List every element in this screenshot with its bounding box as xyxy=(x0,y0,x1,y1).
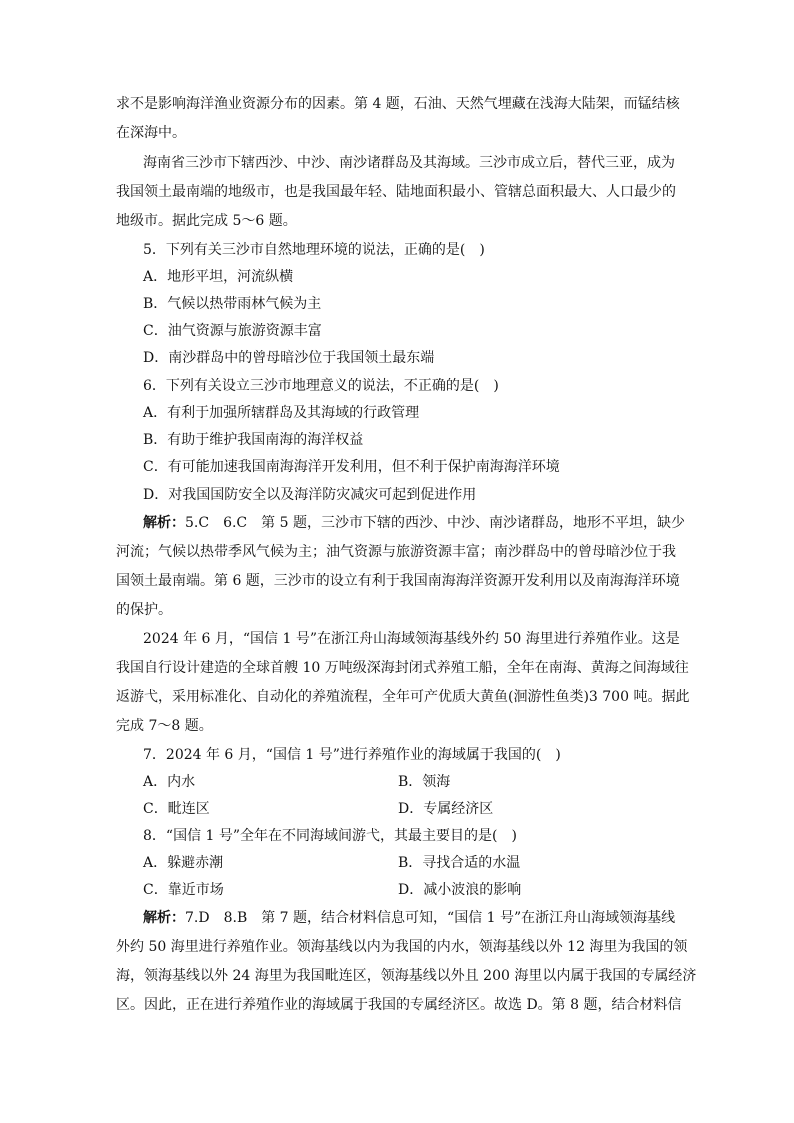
question-7-option-b: B．领海 xyxy=(398,774,451,790)
question-6-option-b: B．有助于维护我国南海的海洋权益 xyxy=(143,432,364,448)
question-8-stem: 8．“国信 1 号”全年在不同海域间游弋，其最主要目的是( ) xyxy=(143,828,517,844)
analysis-line: 的保护。 xyxy=(116,602,172,618)
question-7-option-c: C．毗连区 xyxy=(143,801,210,817)
question-5-option-b: B．气候以热带雨林气候为主 xyxy=(143,296,322,312)
analysis-line: 国领土最南端。第 6 题，三沙市的设立有利于我国南海海洋资源开发利用以及南海海洋环境 xyxy=(116,573,680,589)
analysis-text: 7.D 8.B 第 7 题，结合材料信息可知，“国信 1 号”在浙江舟山海域领海基线 xyxy=(185,910,676,926)
question-8-option-a: A．躲避赤潮 xyxy=(143,855,224,871)
analysis-line: 外约 50 海里进行养殖作业。领海基线以内为我国的内水，领海基线以外 12 海里为我国的领 xyxy=(116,939,688,955)
analysis-text: 5.C 6.C 第 5 题，三沙市下辖的西沙、中沙、南沙诸群岛，地形不平坦，缺少 xyxy=(185,515,685,531)
question-6-stem: 6．下列有关设立三沙市地理意义的说法，不正确的是( ) xyxy=(143,378,499,394)
question-5-option-a: A．地形平坦，河流纵横 xyxy=(143,269,294,285)
question-5-option-c: C．油气资源与旅游资源丰富 xyxy=(143,323,322,339)
paragraph-line: 完成 7～8 题。 xyxy=(116,718,213,734)
question-8-option-d: D．减小波浪的影响 xyxy=(398,882,522,898)
paragraph-line: 2024 年 6 月，“国信 1 号”在浙江舟山海域领海基线外约 50 海里进行养殖作业。这是 xyxy=(143,631,680,647)
analysis-5-6 xyxy=(143,514,685,532)
paragraph-line: 求不是影响海洋渔业资源分布的因素。第 4 题，石油、天然气埋藏在浅海大陆架，而锰结核 xyxy=(116,96,680,112)
analysis-label: 解析： xyxy=(143,910,185,926)
question-6-option-a: A．有利于加强所辖群岛及其海域的行政管理 xyxy=(143,405,420,421)
question-5-stem: 5．下列有关三沙市自然地理环境的说法，正确的是( ) xyxy=(143,242,485,258)
paragraph-line: 海南省三沙市下辖西沙、中沙、南沙诸群岛及其海域。三沙市成立后，替代三亚，成为 xyxy=(143,155,675,171)
paragraph-line: 返游弋，采用标准化、自动化的养殖流程，全年可产优质大黄鱼(洄游性鱼类)3 700 吨。据此 xyxy=(116,689,690,705)
question-7-stem: 7．2024 年 6 月，“国信 1 号”进行养殖作业的海域属于我国的( ) xyxy=(143,747,561,763)
paragraph-line: 在深海中。 xyxy=(116,125,186,141)
question-5-option-d: D．南沙群岛中的曾母暗沙位于我国领土最东端 xyxy=(143,350,435,366)
analysis-7-8 xyxy=(143,909,675,927)
analysis-line: 河流；气候以热带季风气候为主；油气资源与旅游资源丰富；南沙群岛中的曾母暗沙位于我 xyxy=(116,544,676,560)
question-7-option-d: D．专属经济区 xyxy=(398,801,494,817)
question-8-option-b: B．寻找合适的水温 xyxy=(398,855,521,871)
question-7-option-a: A．内水 xyxy=(143,774,196,790)
analysis-line: 区。因此，正在进行养殖作业的海域属于我国的专属经济区。故选 D。第 8 题，结合材料信 xyxy=(116,997,682,1013)
paragraph-line: 我国自行设计建造的全球首艘 10 万吨级深海封闭式养殖工船，全年在南海、黄海之间海域往 xyxy=(116,660,689,676)
paragraph-line: 我国领土最南端的地级市，也是我国最年轻、陆地面积最小、管辖总面积最大、人口最少的 xyxy=(116,184,676,200)
question-6-option-d: D．对我国国防安全以及海洋防灾减灾可起到促进作用 xyxy=(143,487,477,503)
question-6-option-c: C．有可能加速我国南海海洋开发利用，但不利于保护南海海洋环境 xyxy=(143,459,560,475)
question-8-option-c: C．靠近市场 xyxy=(143,882,224,898)
analysis-label: 解析： xyxy=(143,515,185,531)
analysis-line: 海，领海基线以外 24 海里为我国毗连区，领海基线以外且 200 海里以内属于我国的专属经济 xyxy=(116,968,697,984)
paragraph-line: 地级市。据此完成 5～6 题。 xyxy=(116,213,297,229)
